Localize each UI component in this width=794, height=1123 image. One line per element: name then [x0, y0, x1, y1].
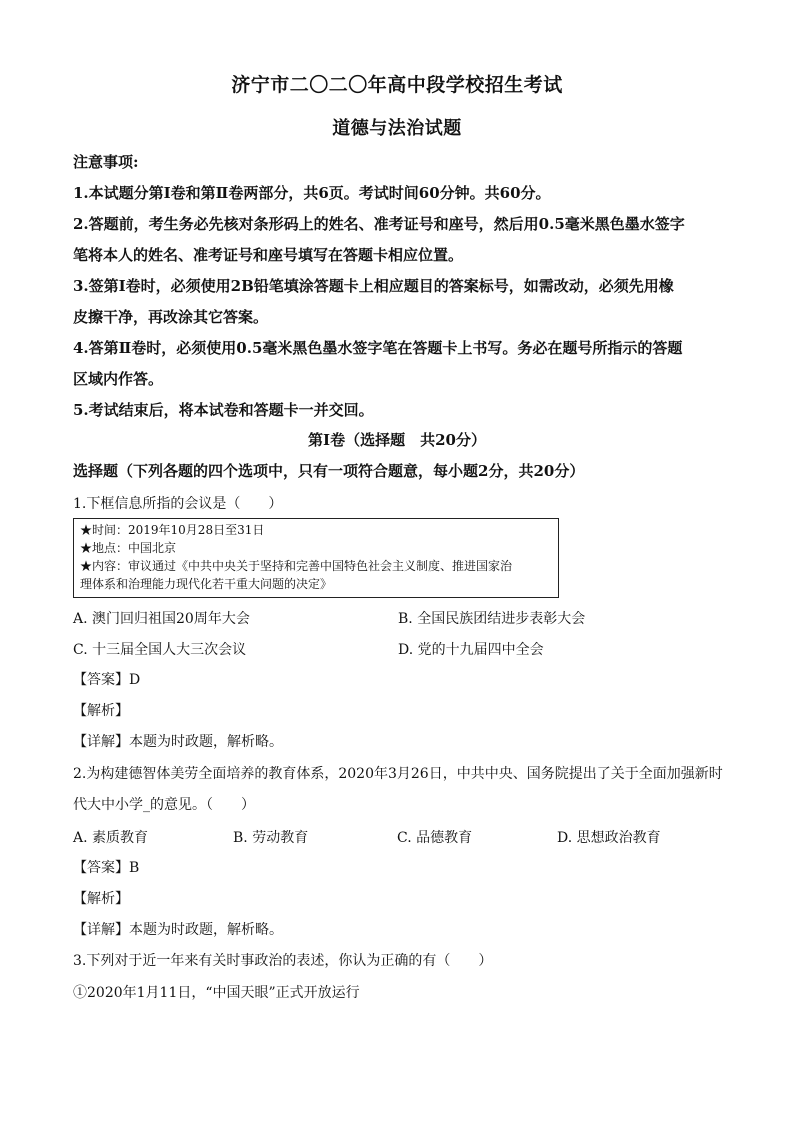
question-1-option-c: C. 十三届全国人大三次会议	[73, 642, 247, 658]
question-1-stem: 1.下框信息所指的会议是（ ）	[73, 496, 283, 512]
note-line-3: 笔将本人的姓名、准考证号和座号填写在答题卡相应位置。	[73, 246, 464, 264]
question-2-stem-line-1: 2.为构建德智体美劳全面培养的教育体系，2020年3月26日，中共中央、国务院提出了关于全面加强新时	[73, 766, 723, 782]
question-2-option-b: B. 劳动教育	[233, 830, 309, 846]
note-line-8: 5.考试结束后，将本试卷和答题卡一并交回。	[73, 401, 374, 419]
question-2-stem-line-2: 代大中小学_的意见。（ ）	[73, 797, 255, 813]
note-line-1: 1.本试题分第Ⅰ卷和第Ⅱ卷两部分，共6页。考试时间60分钟。共60分。	[73, 184, 551, 202]
question-1-option-a: A. 澳门回归祖国20周年大会	[73, 611, 250, 627]
question-1-answer: 【答案】D	[73, 672, 141, 688]
question-1-option-b: B. 全国民族团结进步表彰大会	[398, 611, 586, 627]
question-3-item-1: ①2020年1月11日，“中国天眼”正式开放运行	[73, 985, 360, 1001]
question-2-option-a: A. 素质教育	[73, 830, 149, 846]
info-box-place: ★地点：中国北京	[80, 541, 177, 555]
question-1-info-box	[73, 518, 559, 598]
question-1-analysis: 【解析】	[73, 703, 129, 719]
section-title: 第Ⅰ卷（选择题 共20分）	[308, 431, 486, 449]
question-1-detail: 【详解】本题为时政题，解析略。	[73, 734, 283, 750]
info-box-content-2: 理体系和治理能力现代化若干重大问题的决定》	[80, 577, 333, 591]
question-2-option-d: D. 思想政治教育	[557, 830, 661, 846]
question-2-answer: 【答案】B	[73, 860, 140, 876]
question-2-detail: 【详解】本题为时政题，解析略。	[73, 922, 283, 938]
exam-subtitle: 道德与法治试题	[332, 118, 462, 139]
notes-heading: 注意事项:	[73, 153, 139, 171]
question-1-option-d: D. 党的十九届四中全会	[398, 642, 544, 658]
note-line-2: 2.答题前，考生务必先核对条形码上的姓名、准考证号和座号，然后用0.5毫米黑色墨水签字	[73, 215, 685, 233]
info-box-time: ★时间：2019年10月28日至31日	[80, 523, 265, 537]
info-box-content-1: ★内容：审议通过《中共中央关于坚持和完善中国特色社会主义制度、推进国家治	[80, 559, 513, 573]
note-line-5: 皮擦干净，再改涂其它答案。	[73, 308, 269, 326]
question-2-analysis: 【解析】	[73, 891, 129, 907]
question-3-stem: 3.下列对于近一年来有关时事政治的表述，你认为正确的有（ ）	[73, 953, 493, 969]
note-line-4: 3.签第Ⅰ卷时，必须使用2B铅笔填涂答题卡上相应题目的答案标号，如需改动，必须先用橡	[73, 277, 674, 295]
section-instruction: 选择题（下列各题的四个选项中，只有一项符合题意，每小题2分，共20分）	[73, 462, 585, 480]
note-line-7: 区域内作答。	[73, 370, 164, 388]
question-2-option-c: C. 品德教育	[397, 830, 473, 846]
note-line-6: 4.答第Ⅱ卷时，必须使用0.5毫米黑色墨水签字笔在答题卡上书写。务必在题号所指示的答题	[73, 339, 683, 357]
exam-title: 济宁市二〇二〇年高中段学校招生考试	[231, 74, 563, 96]
